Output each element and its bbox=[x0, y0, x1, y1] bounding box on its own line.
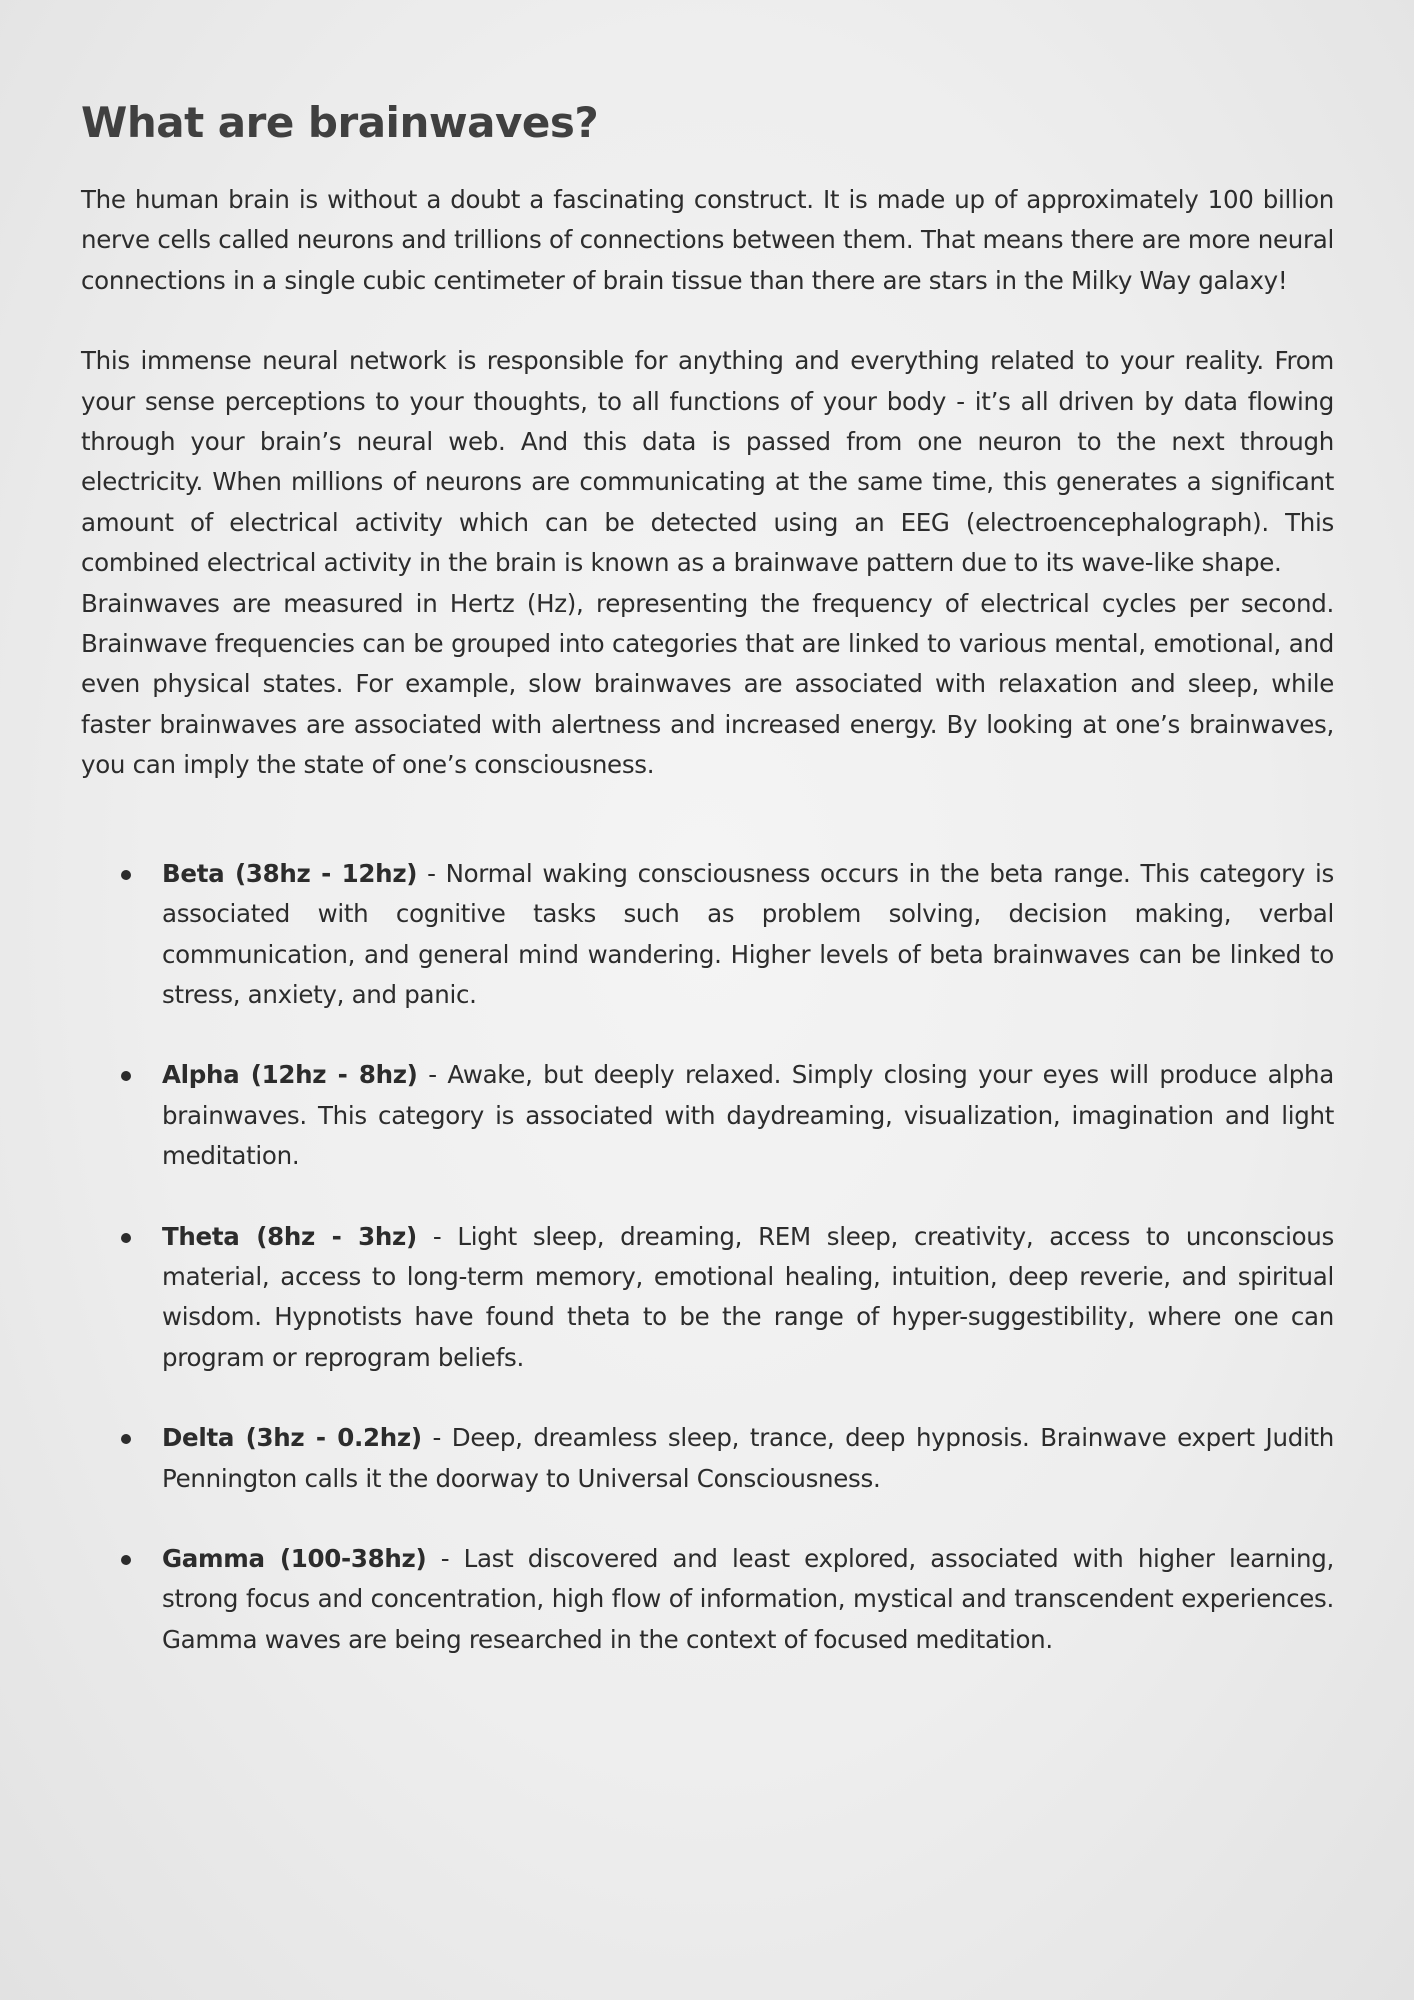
bullet-icon bbox=[121, 870, 131, 880]
list-item-beta bbox=[162, 854, 1334, 1016]
list-item-gamma bbox=[162, 1539, 1334, 1660]
brainwave-term: Theta (8hz - 3hz) bbox=[162, 1221, 417, 1251]
brainwave-description: - Light sleep, dreaming, REM sleep, creativity, access to unconscious material, access to long-term memory, emotional healing, intuition, deep reverie, and spiritual wisdom. Hypnotists have found theta to be the range of hyper-suggestibility, where one can program or reprogram beliefs. bbox=[162, 1221, 1334, 1372]
brainwave-term: Beta (38hz - 12hz) bbox=[162, 858, 418, 888]
list-item-delta bbox=[162, 1418, 1334, 1499]
brainwave-term: Gamma (100-38hz) bbox=[162, 1543, 427, 1573]
brainwave-description: - Last discovered and least explored, associated with higher learning, strong focus and concentration, high flow of information, mystical and transcendent experiences. Gamma waves are being researched in the context of focused meditation. bbox=[162, 1543, 1334, 1654]
brainwave-term: Delta (3hz - 0.2hz) bbox=[162, 1423, 422, 1453]
neural-network-paragraph: This immense neural network is responsible for anything and everything related to your reality. From your sense perceptions to your thoughts, to all functions of your body - it’s all driven by data flowing through your brain’s neural web. And this data is passed from one neuron to the next through electricity. When millions of neurons are communicating at the same time, this generates a significant amount of electrical activity which can be detected using an EEG (electroencephalograph). This combined electrical activity in the brain is known as a brainwave pattern due to its wave-like shape. bbox=[81, 346, 1334, 578]
intro-paragraph: The human brain is without a doubt a fascinating construct. It is made up of approximately 100 billion nerve cells called neurons and trillions of connections between them. That means there are more neural connections in a single cubic centimeter of brain tissue than there are stars in the Milky Way galaxy! bbox=[81, 185, 1334, 295]
brainwave-description: - Normal waking consciousness occurs in the beta range. This category is associated with cognitive tasks such as problem solving, decision making, verbal communication, and general mind wandering. Higher levels of beta brainwaves can be linked to stress, anxiety, and panic. bbox=[162, 858, 1334, 1009]
brainwave-term: Alpha (12hz - 8hz) bbox=[162, 1060, 418, 1090]
page-title: What are brainwaves? bbox=[81, 98, 599, 147]
brainwave-description: - Deep, dreamless sleep, trance, deep hypnosis. Brainwave expert Judith Pennington calls it the doorway to Universal Consciousness. bbox=[162, 1423, 1334, 1493]
brainwave-description: - Awake, but deeply relaxed. Simply closing your eyes will produce alpha brainwaves. This category is associated with daydreaming, visualization, imagination and light meditation. bbox=[162, 1060, 1334, 1171]
bullet-icon bbox=[121, 1071, 131, 1081]
brainwave-list bbox=[81, 854, 1334, 1661]
hertz-paragraph: Brainwaves are measured in Hertz (Hz), representing the frequency of electrical cycles per second. Brainwave frequencies can be grouped into categories that are linked to various mental, emotional, and even physical states. For example, slow brainwaves are associated with relaxation and sleep, while faster brainwaves are associated with alertness and increased energy. By looking at one’s brainwaves, you can imply the state of one’s consciousness. bbox=[81, 588, 1334, 780]
bullet-icon bbox=[121, 1233, 131, 1243]
list-item-alpha bbox=[162, 1055, 1334, 1176]
list-item-theta bbox=[162, 1217, 1334, 1379]
bullet-icon bbox=[121, 1434, 131, 1444]
bullet-icon bbox=[121, 1555, 131, 1565]
